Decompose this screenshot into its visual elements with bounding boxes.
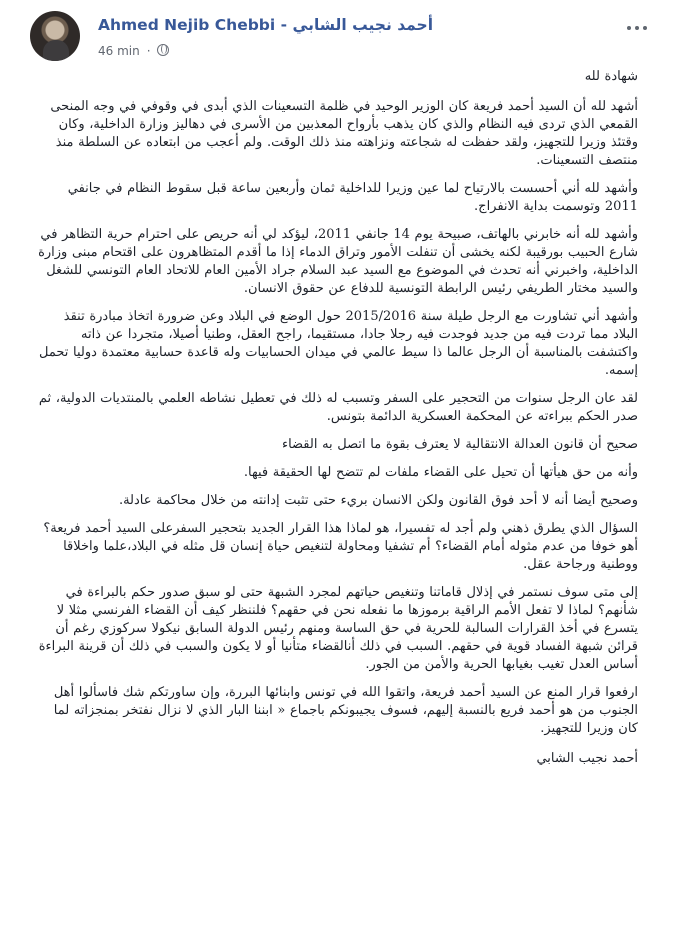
- post-header: [30, 6, 655, 60]
- post-text: [33, 68, 638, 778]
- post-paragraph: أشهد لله أن السيد أحمد فريعة كان الوزير الوحيد في ظلمة التسعينات الذي أبدى في وقوفي في وجه المنحى القمعي الذي تردى فيه النظام والذي كان يذهب بأرواح المعذبين من الأسرى في دهاليز وزارة الداخلية، وكان وقتئذ وزيرا للتجهيز، ولقد حفظت له شجاعته ونزاهته منذ ذلك الوقت. ولم أعجب من ابتعاده عن السلطة منذ منتصف التسعينات.: [45, 99, 638, 168]
- post-paragraph: السؤال الذي يطرق ذهني ولم أجد له تفسيرا، هو لماذا هذا القرار الجديد بتحجير السفرعلى السيد أحمد فريعة؟ أهو خوفا من عدم مثوله أمام القضاء؟ أم تشفيا ومحاولة لتنغيص حياة إنسان قل مثله في البلاد،علما واخلاقا ووطنية ورجاحة عقل.: [38, 521, 638, 572]
- post-paragraph: لقد عان الرجل سنوات من التحجير على السفر وتسبب له ذلك في تعطيل نشاطه العلمي بالمنتديات الدولية، ثم صدر الحكم ببراءته عن المحكمة العسكرية الدائمة بتونس.: [34, 391, 638, 424]
- globe-icon[interactable]: [157, 44, 169, 56]
- post-signature: أحمد نجيب الشابي: [536, 751, 638, 766]
- meta-separator: ·: [146, 44, 151, 58]
- post-paragraph: ارفعوا قرار المنع عن السيد أحمد فريعة، واتقوا الله في تونس وابنائها البررة، وإن ساورتكم شك فاسألوا أهل الجنوب من هو أحمد فريع بالنسبة إليهم، فسوف يجيبونكم باجماع « ابننا البار الذي لا نزال نفتخر بمنجزاته لما كان وزيرا للتجهيز.: [49, 685, 638, 736]
- post-paragraph: وأشهد لله أني أحسست بالارتياح لما عين وزيرا للداخلية ثمان وأربعين ساعة قبل سقوط النظام في جانفي 2011 وتوسمت بداية الانفراج.: [63, 181, 638, 214]
- author-avatar[interactable]: [30, 11, 80, 61]
- post-timestamp[interactable]: 46 min: [98, 44, 140, 58]
- post-paragraph: وأشهد لله أنه خابرني بالهاتف، صبيحة يوم 14 جانفي 2011، ليؤكد لي أنه حريص على احترام حرية التظاهر في شارع الحبيب بورقيبة لكنه يخشى أن تنفلت الأمور وتراق الدماء إذا ما أقدم المتظاهرون على اقتحام مبنى وزارة الداخلية، واخبرني أنه تحدث في الموضوع مع السيد عبد السلام جراد الأمين العام للاتحاد العام التونسي للشغل والسيد مختار الطريفي رئيس الرابطة التونسية للدفاع عن حقوق الانسان.: [33, 227, 638, 296]
- post-paragraph: شهادة لله: [584, 69, 638, 84]
- post-paragraph: صحيح أن قانون العدالة الانتقالية لا يعترف بقوة ما اتصل به القضاء: [281, 437, 638, 452]
- author-name-link[interactable]: Ahmed Nejib Chebbi - أحمد نجيب الشابي: [98, 16, 434, 34]
- post-paragraph: وصحيح أيضا أنه لا أحد فوق القانون ولكن الانسان بريء حتى تثبت إدانته من خلال محاكمة عادلة.: [118, 493, 638, 508]
- post-paragraph: إلى متى سوف نستمر في إذلال قاماتنا وتنغيص حياتهم لمجرد الشبهة حتى لو سبق صدور حكم بالبراءة في شأنهم؟ لماذا لا تفعل الأمم الراقية برموزها ما نفعله نحن في حقهم؟ فلننظر كيف أن القضاء الفرنسي مثلا لا يتسرع في أخذ القرارات السالبة للحرية في حق الساسة ومنهم رئيس الدولة السابق نيكولا سركوزي رغم أن قرائن شبهة الفساد قوية في حقهم. السبب في ذلك أنالقضاء متأنيا أو لا يكون والسبب في ذلك أن قرينة البراءة أساس العدل تغيب بغيابها الحرية والأمن من الجور.: [34, 585, 638, 672]
- post-paragraph: وأنه من حق هيأتها أن تحيل على القضاء ملفات لم تتضح لها الحقيقة فيها.: [243, 465, 638, 480]
- post-meta: [98, 44, 169, 58]
- more-options-icon[interactable]: [623, 18, 651, 36]
- post-paragraph: وأشهد أني تشاورت مع الرجل طيلة سنة 2015/2016 حول الوضع في البلاد وعن ضرورة اتخاذ مبادرة تنقذ البلاد مما تردت فيه من جديد فوجدت فيه رجلا جادا، مستقيما، راجح العقل، وطنيا أصيلا، متجردا عن ذاته واكتشفت بالمناسبة أن الرجل عالما ذا سيط عالمي في ميدان الحسابيات وله قاعدة حسابية معتمدة دوليا تحمل إسمه.: [34, 309, 638, 378]
